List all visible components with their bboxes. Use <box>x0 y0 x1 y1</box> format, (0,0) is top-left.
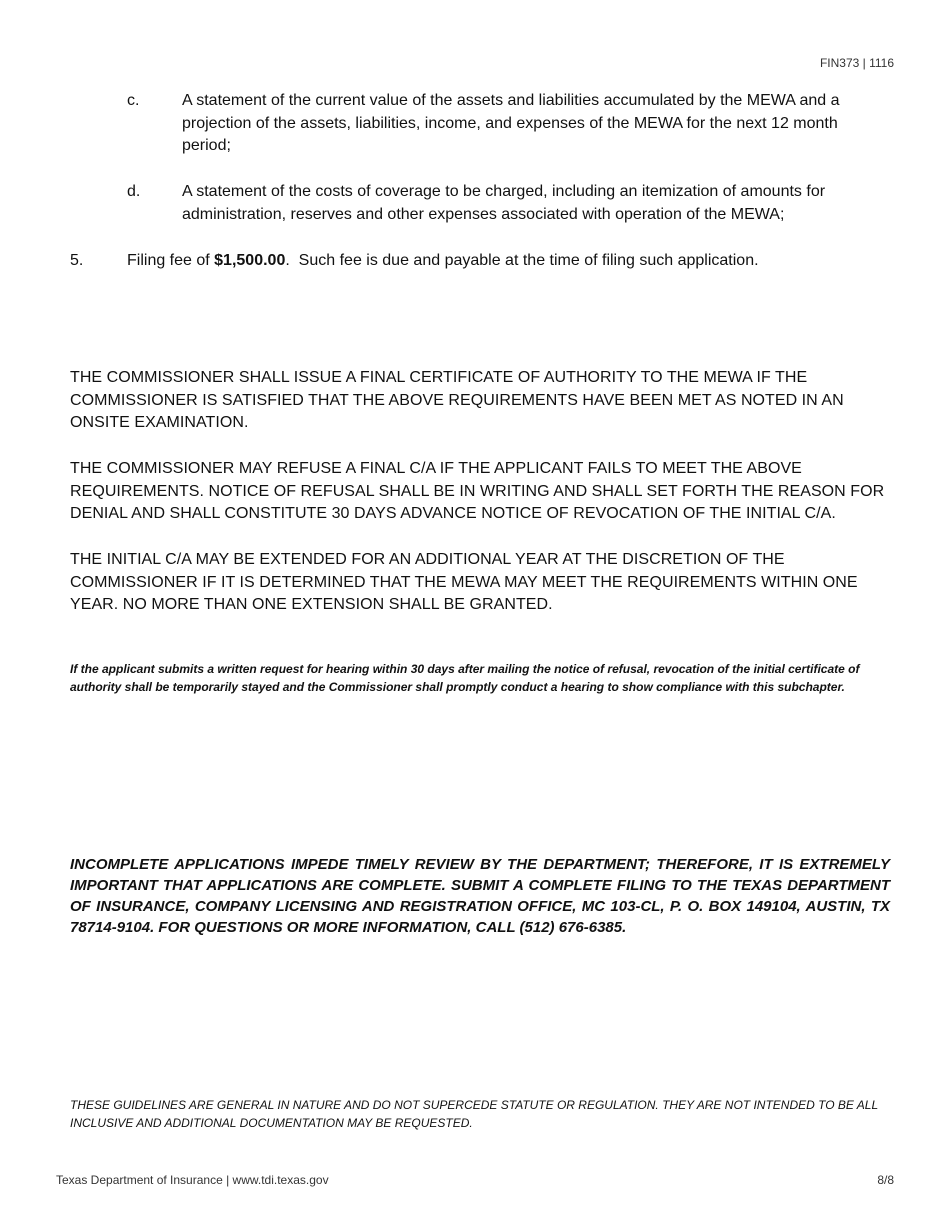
item-5-label: 5. <box>70 252 84 269</box>
item-c-text: A statement of the current value of the assets and liabilities accumulated by the MEWA and a projection of the assets, liabilities, income, and expenses of the MEWA for the next 12 month period; <box>182 92 840 155</box>
filing-fee-prefix: Filing fee of <box>127 252 215 269</box>
footer-agency: Texas Department of Insurance | www.tdi.texas.gov <box>56 1173 329 1187</box>
item-c-label: c. <box>127 92 140 109</box>
disclaimer-paragraph: THESE GUIDELINES ARE GENERAL IN NATURE AND DO NOT SUPERCEDE STATUTE OR REGULATION. THEY ARE NOT INTENDED TO BE ALL INCLUSIVE AND ADDITIONAL DOCUMENTATION MAY BE REQUESTED. <box>70 1098 878 1130</box>
hearing-paragraph: If the applicant submits a written request for hearing within 30 days after mailing the notice of refusal, revocation of the initial certificate of authority shall be temporarily stayed and the Commissioner shall promptly conduct a hearing to show compliance with this subchapter. <box>70 662 860 694</box>
item-d-label: d. <box>127 183 141 200</box>
form-code: FIN373 | 1116 <box>819 56 894 70</box>
final-certificate-paragraph: THE COMMISSIONER SHALL ISSUE A FINAL CERTIFICATE OF AUTHORITY TO THE MEWA IF THE COMMISSIONER IS SATISFIED THAT THE ABOVE REQUIREMENTS HAVE BEEN MET AS NOTED IN AN ONSITE EXAMINATION. <box>70 369 844 432</box>
filing-fee-suffix: . Such fee is due and payable at the time of filing such application. <box>285 252 759 269</box>
extension-paragraph: THE INITIAL C/A MAY BE EXTENDED FOR AN ADDITIONAL YEAR AT THE DISCRETION OF THE COMMISSIONER IF IT IS DETERMINED THAT THE MEWA MAY MEET THE REQUIREMENTS WITHIN ONE YEAR. NO MORE THAN ONE EXTENSION SHALL BE GRANTED. <box>70 551 858 614</box>
refusal-paragraph: THE COMMISSIONER MAY REFUSE A FINAL C/A IF THE APPLICANT FAILS TO MEET THE ABOVE REQUIREMENTS. NOTICE OF REFUSAL SHALL BE IN WRITING AND SHALL SET FORTH THE REASON FOR DENIAL AND SHALL CONSTITUTE 30 DAYS ADVANCE NOTICE OF REVOCATION OF THE INITIAL C/A. <box>70 460 885 523</box>
page-number: 8/8 <box>877 1173 894 1187</box>
item-5-text <box>127 250 887 273</box>
item-d-text: A statement of the costs of coverage to be charged, including an itemization of amounts for administration, reserves and other expenses associated with operation of the MEWA; <box>182 183 826 223</box>
filing-fee-amount: $1,500.00 <box>214 252 286 269</box>
incomplete-applications-notice: INCOMPLETE APPLICATIONS IMPEDE TIMELY REVIEW BY THE DEPARTMENT; THEREFORE, IT IS EXTREMELY IMPORTANT THAT APPLICATIONS ARE COMPLETE. SUBMIT A COMPLETE FILING TO THE TEXAS DEPARTMENT OF INSURANCE, COMPANY LICENSING AND REGISTRATION OFFICE, MC 103-CL, P. O. BOX 149104, AUSTIN, TX 78714-9104. FOR QUESTIONS OR MORE INFORMATION, CALL (512) 676-6385. <box>70 856 890 936</box>
